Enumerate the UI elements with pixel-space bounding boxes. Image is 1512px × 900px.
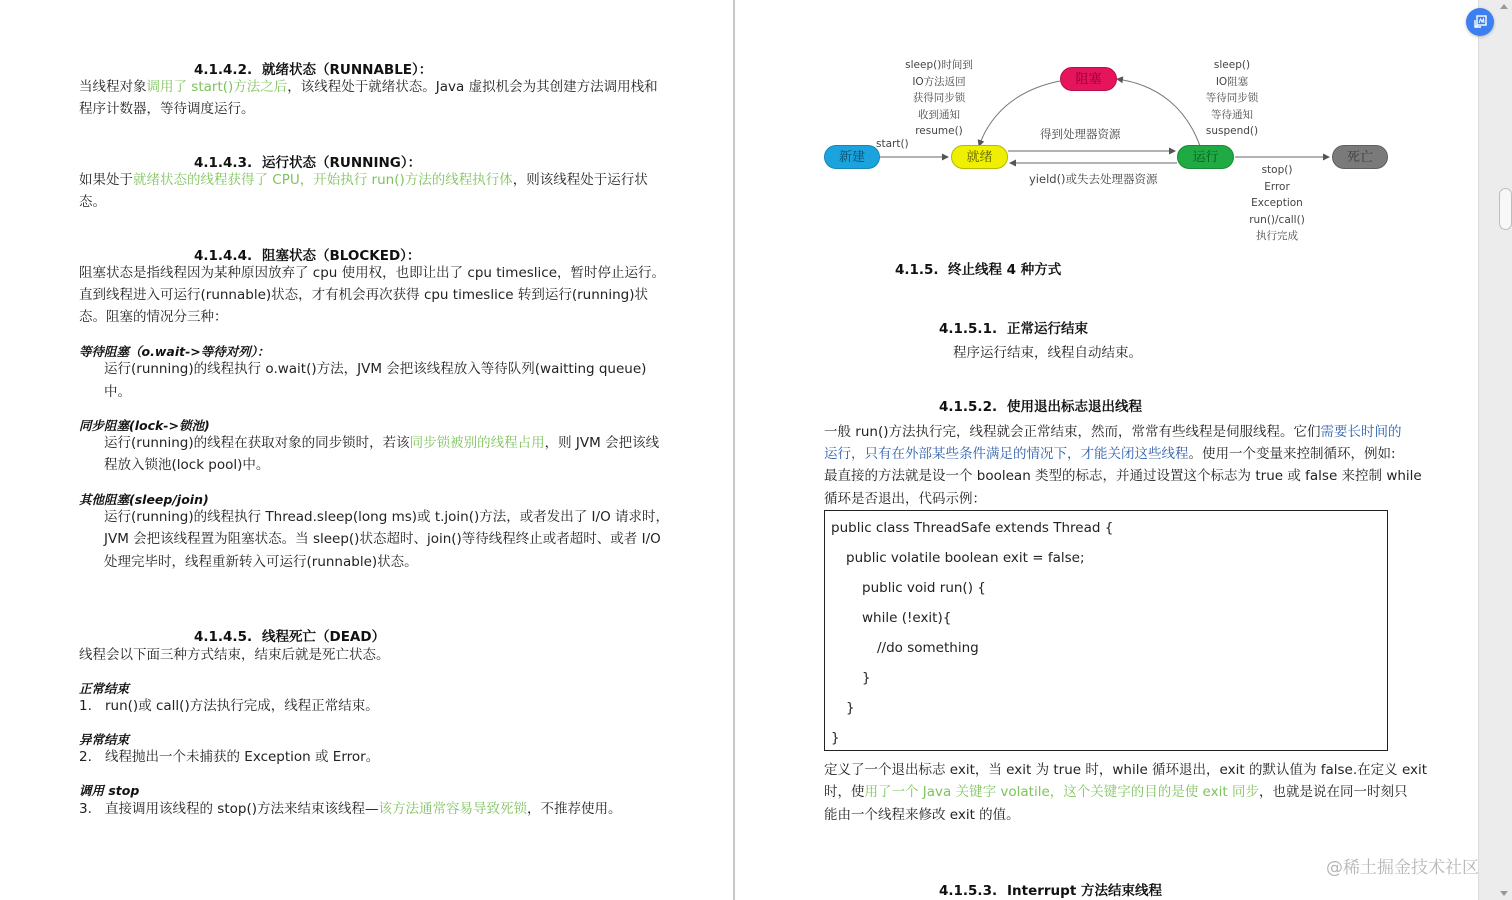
paragraph: 处理完毕时，线程重新转入可运行(runnable)状态。 (104, 554, 418, 570)
text: 。使用一个变量来控制循环，例如: (1188, 446, 1396, 462)
heading-text: 阻塞状态（BLOCKED）： (262, 248, 421, 264)
heading-4-1-4-3 (194, 151, 421, 171)
label-line: sleep() (1213, 59, 1251, 71)
label-to-blocked (1192, 57, 1272, 140)
label-line: suspend() (1205, 125, 1259, 137)
label-line: run()/call() (1249, 213, 1305, 226)
heading-4-1-4-5 (194, 625, 385, 645)
heading-text: 终止线程 4 种方式 (947, 262, 1062, 278)
paragraph: 最直接的方法就是设一个 boolean 类型的标志，并通过设置这个标志为 true 或 false 来控制 while (824, 468, 1422, 484)
list-number: 2. (79, 749, 92, 765)
subheading-wait-block: 等待阻塞（o.wait->等待对列）： (79, 344, 270, 359)
paragraph: 线程会以下面三种方式结束，结束后就是死亡状态。 (79, 647, 390, 663)
heading-text: 就绪状态（RUNNABLE）： (262, 62, 433, 78)
paragraph: 定义了一个退出标志 exit，当 exit 为 true 时，while 循环退出，exit 的默认值为 false.在定义 exit (824, 762, 1428, 778)
heading-text: 线程死亡（DEAD） (262, 629, 386, 645)
label-line: Error (1264, 180, 1290, 193)
text: 线程抛出一个未捕获的 Exception 或 Error。 (105, 749, 380, 765)
paragraph (79, 169, 648, 191)
label-line: IO阻塞 (1215, 75, 1249, 88)
heading-text: 使用退出标志退出线程 (1007, 399, 1142, 415)
highlighted-text: 该方法通常容易导致死锁 (378, 801, 527, 817)
label-to-ready (899, 57, 979, 140)
state-node-new: 新建 (824, 145, 880, 169)
text: 一般 run()方法执行完，线程就会正常结束，然而，常常有些线程是伺服线程。它们 (824, 424, 1321, 440)
heading-number: 4.1.5.2. (939, 399, 998, 415)
heading-number: 4.1.5.3. (939, 883, 998, 899)
heading-number: 4.1.4.2. (194, 62, 253, 78)
document-page-left (0, 0, 733, 900)
code-line: } (862, 670, 871, 686)
document-page-right (735, 0, 1478, 900)
label-start: start() (876, 138, 909, 150)
paragraph: 能由一个线程来修改 exit 的值。 (824, 807, 1020, 823)
highlighted-text: 运行，只有在外部某些条件满足的情况下，才能关闭这些线程 (824, 446, 1189, 462)
code-line: public class ThreadSafe extends Thread { (831, 520, 1114, 536)
paragraph: 运行(running)的线程执行 o.wait()方法，JVM 会把该线程放入等待队列(waitting queue) (104, 361, 647, 377)
paragraph: 程序运行结束，线程自动结束。 (953, 345, 1142, 361)
code-block (824, 510, 1388, 751)
paragraph (79, 76, 658, 98)
highlighted-text: 就绪状态的线程获得了 CPU，开始执行 run()方法的线程执行体 (133, 172, 513, 188)
label-line: stop() (1261, 164, 1293, 176)
label-yield: yield()或失去处理器资源 (1029, 172, 1158, 186)
highlighted-text: 调用了 start()方法之后 (146, 79, 288, 95)
text: 当线程对象 (79, 79, 147, 95)
text: ，不推荐使用。 (526, 801, 622, 817)
paragraph (824, 443, 1396, 465)
heading-number: 4.1.5.1. (939, 321, 998, 337)
vertical-scrollbar[interactable] (1478, 0, 1512, 900)
heading-text: 正常运行结束 (1007, 321, 1088, 337)
paragraph: 态。阻塞的情况分三种： (79, 309, 228, 325)
code-line: public volatile boolean exit = false; (846, 550, 1085, 566)
text: 如果处于 (79, 172, 133, 188)
heading-number: 4.1.4.3. (194, 155, 253, 171)
label-line: 执行完成 (1256, 230, 1298, 242)
code-line: } (831, 730, 840, 746)
text: ，则该线程处于运行状 (512, 172, 648, 188)
highlighted-text: 用了一个 Java 关键字 volatile，这个关键字的目的是使 exit 同步 (864, 784, 1259, 800)
heading-text: 运行状态（RUNNING）： (262, 155, 422, 171)
heading-number: 4.1.5. (895, 262, 939, 278)
picture-in-picture-icon (1472, 14, 1488, 30)
label-line: sleep()时间到 (905, 59, 973, 71)
text: ，则 JVM 会把该线 (544, 435, 660, 451)
scroll-up-arrow-icon[interactable] (1500, 4, 1508, 9)
label-line: IO方法返回 (912, 75, 966, 88)
paragraph (824, 421, 1402, 443)
highlighted-text: 需要长时间的 (1320, 424, 1402, 440)
label-to-dead (1237, 162, 1317, 245)
heading-text: Interrupt 方法结束线程 (1007, 883, 1162, 899)
paragraph: 循环是否退出，代码示例： (824, 491, 986, 507)
watermark: @稀土掘金技术社区 (1326, 858, 1479, 878)
list-item (79, 695, 379, 717)
list-item (79, 798, 621, 820)
list-number: 1. (79, 698, 92, 714)
paragraph: 直到线程进入可运行(runnable)状态，才有机会再次获得 cpu timeslice 转到运行(running)状 (79, 287, 648, 303)
heading-number: 4.1.4.4. (194, 248, 253, 264)
text: 直接调用该线程的 stop()方法来结束该线程— (105, 801, 379, 817)
label-line: Exception (1251, 197, 1303, 209)
label-get-cpu: 得到处理器资源 (1040, 127, 1121, 141)
paragraph: 中。 (104, 384, 131, 400)
list-item (79, 746, 379, 768)
scrollbar-thumb[interactable] (1499, 188, 1512, 230)
heading-4-1-5 (895, 258, 1061, 278)
text: 时，使 (824, 784, 865, 800)
thread-state-diagram (815, 50, 1395, 250)
state-node-ready: 就绪 (951, 145, 1008, 169)
subheading-call-stop: 调用 stop (79, 783, 140, 798)
paragraph (824, 781, 1407, 803)
paragraph: JVM 会把该线程置为阻塞状态。当 sleep()状态超时、join()等待线程终止或者超时、或者 I/O (104, 531, 661, 547)
state-node-running: 运行 (1177, 145, 1234, 169)
highlighted-text: 同步锁被别的线程占用 (409, 435, 545, 451)
list-number: 3. (79, 801, 92, 817)
floating-toolbar-button[interactable] (1466, 8, 1494, 36)
code-line: } (846, 700, 855, 716)
heading-number: 4.1.4.5. (194, 629, 253, 645)
scroll-down-arrow-icon[interactable] (1500, 891, 1508, 896)
paragraph: 阻塞状态是指线程因为某种原因放弃了 cpu 使用权，也即让出了 cpu timeslice，暂时停止运行。 (79, 265, 666, 281)
heading-4-1-4-2 (194, 58, 432, 78)
heading-4-1-5-2 (939, 395, 1142, 415)
subheading-normal-end: 正常结束 (79, 681, 130, 696)
label-line: 获得同步锁 (912, 92, 966, 104)
state-node-dead: 死亡 (1332, 145, 1388, 169)
paragraph (104, 432, 659, 454)
heading-4-1-5-3 (939, 879, 1162, 899)
heading-4-1-5-1 (939, 317, 1088, 337)
subheading-abnormal-end: 异常结束 (79, 732, 130, 747)
code-line: while (!exit){ (862, 610, 952, 626)
label-line: 等待通知 (1211, 108, 1253, 121)
text: ，也就是说在同一时刻只 (1258, 784, 1408, 800)
paragraph: 运行(running)的线程执行 Thread.sleep(long ms)或 t.join()方法，或者发出了 I/O 请求时， (104, 509, 669, 525)
subheading-sync-block: 同步阻塞(lock->锁池) (79, 418, 210, 433)
text: run()或 call()方法执行完成，线程正常结束。 (105, 698, 379, 714)
text: 运行(running)的线程在获取对象的同步锁时，若该 (104, 435, 410, 451)
heading-4-1-4-4 (194, 244, 420, 264)
label-line: 等待同步锁 (1205, 92, 1259, 104)
paragraph: 态。 (79, 194, 106, 210)
label-line: 收到通知 (918, 108, 960, 121)
text: ，该线程处于就绪状态。Java 虚拟机会为其创建方法调用栈和 (287, 79, 658, 95)
subheading-other-block: 其他阻塞(sleep/join) (79, 492, 209, 507)
paragraph: 程放入锁池(lock pool)中。 (104, 457, 270, 473)
code-line: //do something (877, 640, 979, 656)
code-line: public void run() { (862, 580, 986, 596)
label-line: resume() (915, 125, 963, 137)
paragraph: 程序计数器，等待调度运行。 (79, 101, 255, 117)
state-node-blocked: 阻塞 (1060, 67, 1117, 91)
